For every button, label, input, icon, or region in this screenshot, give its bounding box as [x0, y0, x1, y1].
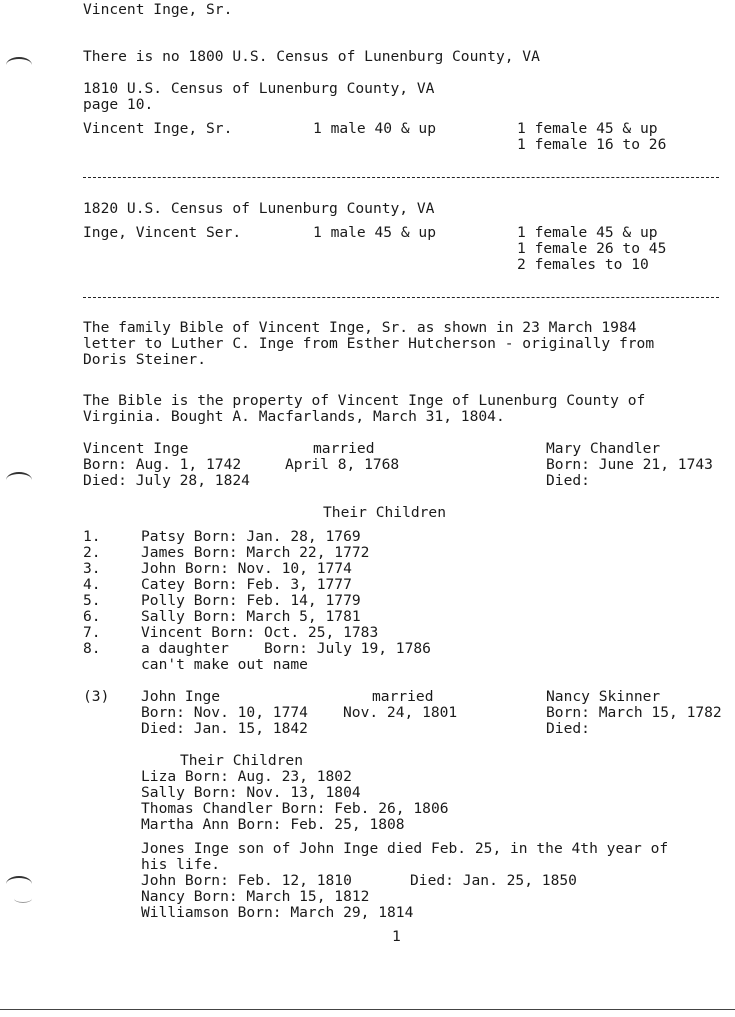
child-number: 5.	[83, 592, 101, 609]
census-1810-name: Vincent Inge, Sr.	[83, 120, 233, 137]
page-number: 1	[392, 928, 401, 945]
child-number: 3.	[83, 560, 101, 577]
husband-died: Died: July 28, 1824	[83, 472, 250, 489]
child-number: 4.	[83, 576, 101, 593]
bible-intro-line: The family Bible of Vincent Inge, Sr. as shown in 23 March 1984	[83, 319, 637, 336]
wife-died: Died:	[546, 720, 590, 737]
census-1810-males: 1 male 40 & up	[313, 120, 437, 137]
wife-born: Born: June 21, 1743	[546, 456, 713, 473]
census-1810-heading: 1810 U.S. Census of Lunenburg County, VA	[83, 80, 435, 97]
binder-hole-mark	[14, 894, 32, 903]
child-entry: Martha Ann Born: Feb. 25, 1808	[141, 816, 405, 833]
census-1810-female: 1 female 45 & up	[517, 120, 658, 137]
census-1810-page: page 10.	[83, 96, 154, 113]
wife-name: Nancy Skinner	[546, 688, 661, 705]
children-heading: Their Children	[323, 504, 447, 521]
child-entry: Vincent Born: Oct. 25, 1783	[141, 624, 379, 641]
child-number: 6.	[83, 608, 101, 625]
binder-hole-mark	[6, 57, 32, 73]
child-number: 8.	[83, 640, 101, 657]
page-bottom-edge	[0, 1009, 735, 1010]
bible-property-line: Virginia. Bought A. Macfarlands, March 31, 1804.	[83, 408, 505, 425]
child-entry: Williamson Born: March 29, 1814	[141, 904, 414, 921]
divider	[83, 297, 719, 298]
child-death: Died: Jan. 25, 1850	[410, 872, 577, 889]
bible-intro-line: letter to Luther C. Inge from Esther Hutcherson - originally from	[83, 335, 655, 352]
husband-born: Born: Aug. 1, 1742	[83, 456, 242, 473]
child-entry: James Born: March 22, 1772	[141, 544, 370, 561]
binder-hole-mark	[6, 472, 32, 488]
wife-name: Mary Chandler	[546, 440, 661, 457]
census-1820-female: 1 female 26 to 45	[517, 240, 667, 257]
husband-name: Vincent Inge	[83, 440, 189, 457]
husband-died: Died: Jan. 15, 1842	[141, 720, 308, 737]
child-entry: Sally Born: March 5, 1781	[141, 608, 361, 625]
bible-intro-line: Doris Steiner.	[83, 351, 207, 368]
census-1800-note: There is no 1800 U.S. Census of Lunenburg County, VA	[83, 48, 540, 65]
child-reference: (3)	[83, 688, 110, 705]
married-date: April 8, 1768	[285, 456, 400, 473]
child-entry: John Born: Feb. 12, 1810	[141, 872, 352, 889]
divider	[83, 177, 719, 178]
child-number: 2.	[83, 544, 101, 561]
census-1820-female: 2 females to 10	[517, 256, 649, 273]
husband-name: John Inge	[141, 688, 221, 705]
child-number: 1.	[83, 528, 101, 545]
census-1820-name: Inge, Vincent Ser.	[83, 224, 242, 241]
husband-born: Born: Nov. 10, 1774	[141, 704, 308, 721]
children-heading: Their Children	[180, 752, 304, 769]
child-entry: Patsy Born: Jan. 28, 1769	[141, 528, 361, 545]
wife-born: Born: March 15, 1782	[546, 704, 722, 721]
married-date: Nov. 24, 1801	[343, 704, 458, 721]
child-entry: Thomas Chandler Born: Feb. 26, 1806	[141, 800, 449, 817]
child-entry: Nancy Born: March 15, 1812	[141, 888, 370, 905]
binder-hole-mark	[6, 876, 32, 892]
child-note: can't make out name	[141, 656, 308, 673]
census-1820-males: 1 male 45 & up	[313, 224, 437, 241]
child-entry: a daughter Born: July 19, 1786	[141, 640, 431, 657]
census-1810-female: 1 female 16 to 26	[517, 136, 667, 153]
wife-died: Died:	[546, 472, 590, 489]
census-1820-heading: 1820 U.S. Census of Lunenburg County, VA	[83, 200, 435, 217]
bible-property-line: The Bible is the property of Vincent Inge of Lunenburg County of	[83, 392, 646, 409]
child-entry: Catey Born: Feb. 3, 1777	[141, 576, 352, 593]
jones-note-line: his life.	[141, 856, 221, 873]
married-label: married	[372, 688, 434, 705]
child-entry: Sally Born: Nov. 13, 1804	[141, 784, 361, 801]
jones-note-line: Jones Inge son of John Inge died Feb. 25, in the 4th year of	[141, 840, 669, 857]
child-entry: John Born: Nov. 10, 1774	[141, 560, 352, 577]
page-title: Vincent Inge, Sr.	[83, 1, 233, 18]
child-entry: Polly Born: Feb. 14, 1779	[141, 592, 361, 609]
child-number: 7.	[83, 624, 101, 641]
married-label: married	[313, 440, 375, 457]
census-1820-female: 1 female 45 & up	[517, 224, 658, 241]
child-entry: Liza Born: Aug. 23, 1802	[141, 768, 352, 785]
